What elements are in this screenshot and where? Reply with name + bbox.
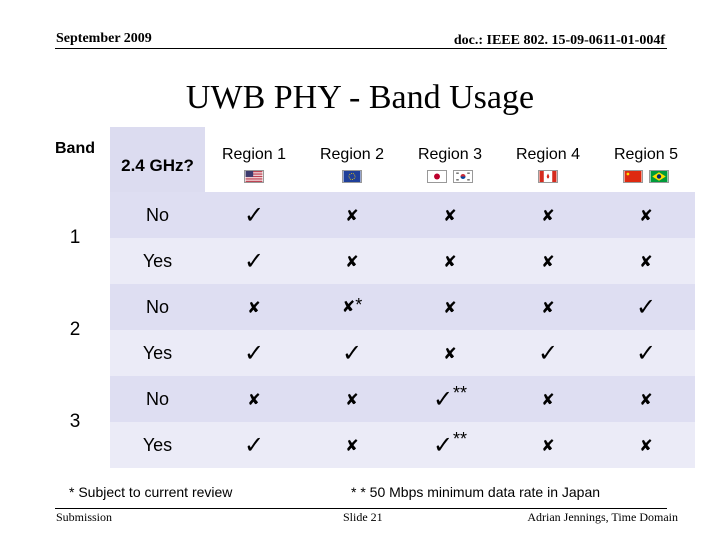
ghz-cell: Yes: [110, 422, 205, 468]
checkmark-icon: ✓: [243, 247, 265, 275]
region-2-cell: [303, 192, 401, 238]
korea-flag-icon: [453, 170, 473, 183]
band-usage-table: [40, 127, 695, 468]
us-flag-icon: [244, 170, 264, 183]
header-doc-id: doc.: IEEE 802. 15-09-0611-01-004f: [453, 33, 665, 48]
cross-icon: ✘: [247, 297, 261, 317]
region-5-cell: [597, 376, 695, 422]
cross-icon: ✘: [443, 205, 457, 225]
checkmark-icon: ✓: [243, 339, 265, 367]
table-row: [40, 330, 695, 376]
footer-submission: Submission: [56, 510, 113, 524]
region-2-cell: [303, 284, 401, 330]
region-4-cell: [499, 330, 597, 376]
region-label: Region 2: [319, 146, 385, 163]
cross-icon: ✘: [443, 297, 457, 317]
region-label: Region 4: [515, 146, 581, 163]
brazil-flag-icon: [649, 170, 669, 183]
checkmark-icon: ✓: [635, 339, 657, 367]
region-1-header: [205, 127, 303, 192]
footer-slide-number: Slide 21: [343, 510, 383, 524]
region-4-cell: [499, 284, 597, 330]
region-1-cell: [205, 422, 303, 468]
cross-icon: ✘: [541, 297, 555, 317]
checkmark-icon: ✓: [243, 201, 265, 229]
table-row: [40, 376, 695, 422]
region-1-cell: [205, 330, 303, 376]
region-4-cell: [499, 192, 597, 238]
checkmark-icon: ✓: [432, 431, 454, 459]
checkmark-icon: ✓: [243, 431, 265, 459]
region-3-cell: [401, 376, 499, 422]
region-5-header: [597, 127, 695, 192]
cross-icon: ✘: [639, 435, 653, 455]
ghz-cell: Yes: [110, 238, 205, 284]
cross-icon: ✘: [341, 296, 356, 316]
ghz-cell: No: [110, 284, 205, 330]
table-row: [40, 284, 695, 330]
region-flags: [303, 170, 401, 184]
region-1-cell: [205, 192, 303, 238]
eu-flag-icon: [342, 170, 362, 183]
region-1-cell: [205, 238, 303, 284]
region-3-cell: [401, 284, 499, 330]
footnote-marker: *: [355, 294, 363, 315]
footnote-data-rate: * * 50 Mbps minimum data rate in Japan: [351, 484, 601, 500]
checkmark-icon: ✓: [341, 339, 363, 367]
region-2-header: [303, 127, 401, 192]
region-3-header: [401, 127, 499, 192]
cross-icon: ✘: [541, 205, 555, 225]
band-number: 3: [40, 376, 110, 468]
table-row: [40, 422, 695, 468]
region-2-cell: [303, 422, 401, 468]
canada-flag-icon: [538, 170, 558, 183]
footer-author: Adrian Jennings, Time Domain: [527, 510, 678, 524]
header-divider: [55, 48, 667, 49]
region-1-cell: [205, 284, 303, 330]
ghz-cell: No: [110, 376, 205, 422]
cross-icon: ✘: [541, 251, 555, 271]
japan-flag-icon: [427, 170, 447, 183]
region-4-cell: [499, 376, 597, 422]
checkmark-icon: ✓: [635, 293, 657, 321]
band-number: 1: [40, 192, 110, 284]
region-flags: [401, 170, 499, 184]
ghz-cell: No: [110, 192, 205, 238]
region-3-cell: [401, 192, 499, 238]
band-number: 2: [40, 284, 110, 376]
region-flags: [499, 170, 597, 184]
slide-title: UWB PHY - Band Usage: [185, 79, 535, 116]
region-1-cell: [205, 376, 303, 422]
checkmark-icon: ✓: [537, 339, 559, 367]
footnote-marker: **: [453, 383, 468, 403]
region-4-header: [499, 127, 597, 192]
checkmark-icon: ✓: [432, 385, 454, 413]
region-3-cell: [401, 422, 499, 468]
region-2-cell: [303, 330, 401, 376]
region-label: Region 1: [221, 146, 287, 163]
footer-divider: [55, 508, 667, 509]
cross-icon: ✘: [541, 435, 555, 455]
region-3-cell: [401, 330, 499, 376]
region-5-cell: [597, 422, 695, 468]
cross-icon: ✘: [639, 389, 653, 409]
region-3-cell: [401, 238, 499, 284]
region-5-cell: [597, 284, 695, 330]
footnote-review: * Subject to current review: [69, 484, 233, 500]
ghz-column-header: 2.4 GHz?: [110, 127, 205, 192]
cross-icon: ✘: [345, 205, 359, 225]
ghz-cell: Yes: [110, 330, 205, 376]
region-label: Region 5: [613, 146, 679, 163]
region-5-cell: [597, 330, 695, 376]
header-date: September 2009: [56, 31, 152, 46]
table-row: [40, 192, 695, 238]
region-flags: [597, 170, 695, 184]
china-flag-icon: [623, 170, 643, 183]
table-header-row: [40, 127, 695, 192]
table-body: [40, 192, 695, 468]
region-flags: [205, 170, 303, 184]
cross-icon: ✘: [345, 251, 359, 271]
region-5-cell: [597, 192, 695, 238]
cross-icon: ✘: [247, 389, 261, 409]
region-2-cell: [303, 376, 401, 422]
cross-icon: ✘: [443, 343, 457, 363]
table-row: [40, 238, 695, 284]
cross-icon: ✘: [345, 435, 359, 455]
region-4-cell: [499, 422, 597, 468]
cross-icon: ✘: [541, 389, 555, 409]
region-2-cell: [303, 238, 401, 284]
cross-icon: ✘: [639, 251, 653, 271]
footnote-marker: **: [453, 429, 468, 449]
cross-icon: ✘: [443, 251, 457, 271]
region-label: Region 3: [417, 146, 483, 163]
band-column-header: Band: [40, 127, 110, 192]
cross-icon: ✘: [345, 389, 359, 409]
cross-icon: ✘: [639, 205, 653, 225]
region-5-cell: [597, 238, 695, 284]
region-4-cell: [499, 238, 597, 284]
